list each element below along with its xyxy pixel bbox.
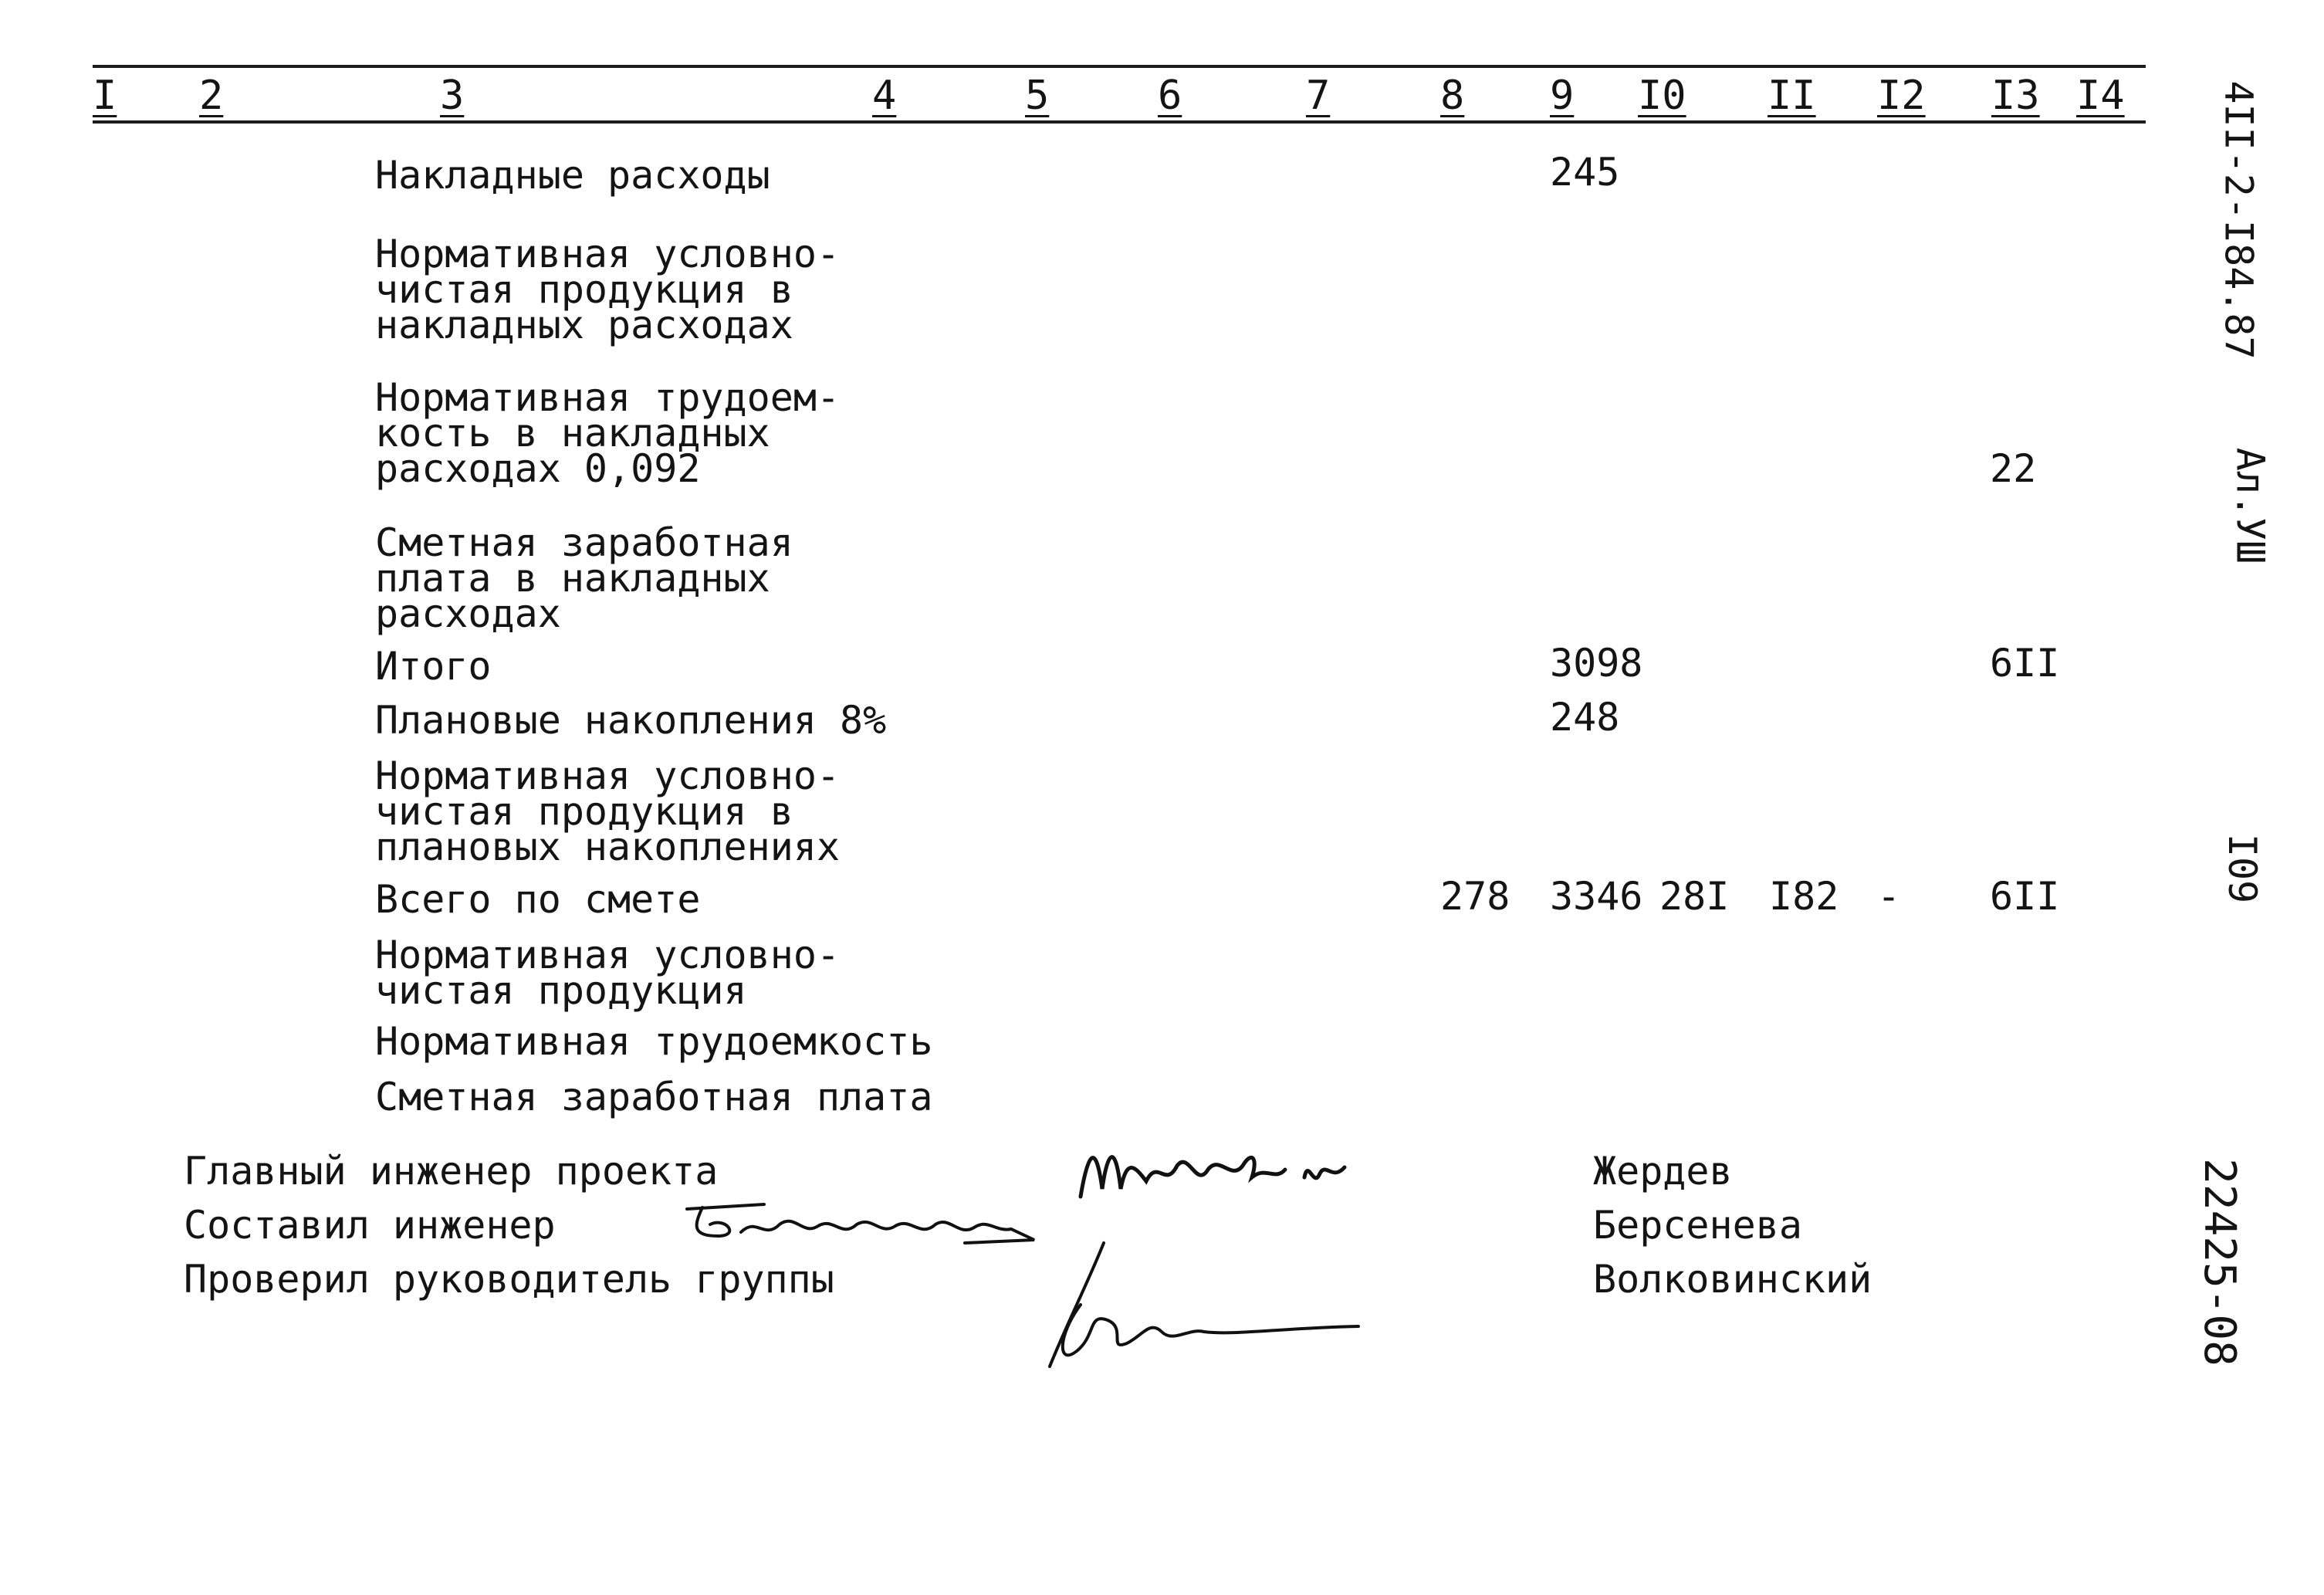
row-value-overhead-c9: 245 (1550, 150, 1620, 195)
col-2: 2 (199, 73, 224, 119)
handwritten-signature-compiler (671, 1194, 1042, 1255)
signature-role-chief-engineer: Главный инженер проекта (184, 1149, 719, 1194)
row-value-planned-savings-c9: 248 (1550, 695, 1620, 740)
row-label-net-product-savings: Нормативная условно- чистая продукция в плановых накоплениях (375, 753, 841, 869)
col-6: 6 (1158, 73, 1182, 119)
header-bottom-rule (93, 120, 2146, 124)
col-1: I (93, 73, 117, 119)
col-4: 4 (872, 73, 897, 119)
header-top-rule (93, 65, 2146, 68)
row-label-overhead: Накладные расходы (375, 153, 770, 198)
col-5: 5 (1025, 73, 1050, 119)
row-label-net-product-overhead: Нормативная условно- чистая продукция в накладных расходах (375, 232, 841, 347)
col-9: 9 (1550, 73, 1575, 119)
col-3: 3 (440, 73, 465, 119)
row-label-net-product: Нормативная условно- чистая продукция (375, 933, 841, 1013)
row-label-grand-total: Всего по смете (375, 877, 701, 922)
row-value-grand-total-c12: - (1877, 874, 1901, 919)
col-12: I2 (1877, 73, 1926, 119)
row-label-wage-overhead: Сметная заработная плата в накладных расходах (375, 520, 793, 636)
signature-name-group-leader: Волковинский (1593, 1257, 1872, 1302)
col-11: II (1768, 73, 1816, 119)
row-label-subtotal: Итого (375, 644, 492, 689)
signature-role-group-leader: Проверил руководитель группы (184, 1257, 834, 1302)
margin-doc-code: 4II-2-I84.87 (2216, 80, 2261, 360)
row-label-wage-fund: Сметная заработная плата (375, 1075, 933, 1119)
row-label-labor-overhead: Нормативная трудоем- кость в накладных расходах 0,092 (375, 375, 841, 491)
handwritten-signature-chief (1073, 1135, 1382, 1220)
col-14: I4 (2076, 73, 2125, 119)
row-label-planned-savings: Плановые накопления 8% (375, 698, 887, 743)
margin-album: Ал.УШ (2228, 447, 2273, 564)
signature-name-chief-engineer: Жердев (1593, 1149, 1733, 1194)
margin-page-number: I09 (2220, 833, 2265, 904)
row-value-subtotal-c13: 6II (1990, 641, 2060, 686)
signature-name-compiler: Берсенева (1593, 1203, 1802, 1248)
col-10: I0 (1638, 73, 1686, 119)
row-value-subtotal-c9: 3098 (1550, 641, 1643, 686)
row-value-grand-total-c9: 3346 (1550, 874, 1643, 919)
col-7: 7 (1306, 73, 1331, 119)
row-value-labor-overhead-c13: 22 (1990, 446, 2037, 491)
row-value-grand-total-c8: 278 (1440, 874, 1510, 919)
row-label-labor-intensity: Нормативная трудоемкость (375, 1019, 933, 1064)
row-value-grand-total-c11: I82 (1769, 874, 1839, 919)
row-value-grand-total-c13: 6II (1990, 874, 2060, 919)
signature-role-compiler: Составил инженер (184, 1203, 556, 1248)
col-13: I3 (1991, 73, 2040, 119)
row-value-grand-total-c10: 28I (1659, 874, 1730, 919)
col-8: 8 (1440, 73, 1465, 119)
margin-stamp: 22425-08 (2194, 1158, 2245, 1366)
handwritten-signature-group-leader (1034, 1235, 1374, 1374)
